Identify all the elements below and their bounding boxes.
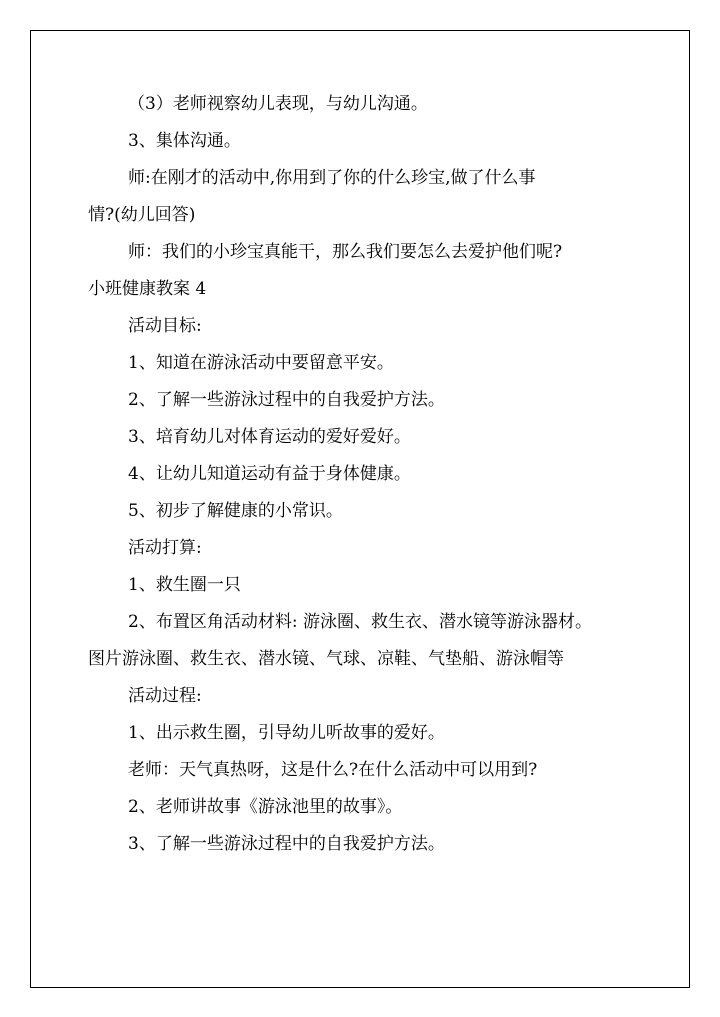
list-item: 1、出示救生圈，引导幼儿听故事的爱好。 [128, 723, 445, 743]
paragraph-line: 老师：天气真热呀，这是什么?在什么活动中可以用到? [128, 760, 538, 780]
paragraph-line: 图片游泳圈、救生衣、潜水镜、气球、凉鞋、气垫船、游泳帽等 [88, 649, 564, 669]
list-item: 5、初步了解健康的小常识。 [128, 501, 343, 521]
list-item: 2、老师讲故事《游泳池里的故事》。 [128, 797, 403, 817]
document-body [88, 90, 648, 867]
paragraph-line: （3）老师视察幼儿表现，与幼儿沟通。 [128, 94, 428, 114]
paragraph-line: 师:在刚才的活动中,你用到了你的什么珍宝,做了什么事 [128, 168, 536, 188]
section-heading: 活动打算: [128, 538, 202, 558]
section-heading: 活动过程: [128, 686, 202, 706]
list-item: 1、救生圈一只 [128, 575, 241, 595]
list-item: 1、知道在游泳活动中要留意平安。 [128, 353, 394, 373]
list-item: 4、让幼儿知道运动有益于身体健康。 [128, 464, 411, 484]
paragraph-line: 情?(幼儿回答) [88, 205, 196, 225]
paragraph-line: 3、集体沟通。 [128, 131, 241, 151]
list-item: 3、培育幼儿对体育运动的爱好爱好。 [128, 427, 411, 447]
section-heading: 活动目标: [128, 316, 202, 336]
list-item: 2、布置区角活动材料: 游泳圈、救生衣、潜水镜等游泳器材。 [128, 612, 592, 632]
paragraph-line: 师：我们的小珍宝真能干，那么我们要怎么去爱护他们呢? [128, 242, 563, 262]
section-title: 小班健康教案 4 [88, 279, 207, 299]
list-item: 3、了解一些游泳过程中的自我爱护方法。 [128, 834, 445, 854]
list-item: 2、了解一些游泳过程中的自我爱护方法。 [128, 390, 445, 410]
